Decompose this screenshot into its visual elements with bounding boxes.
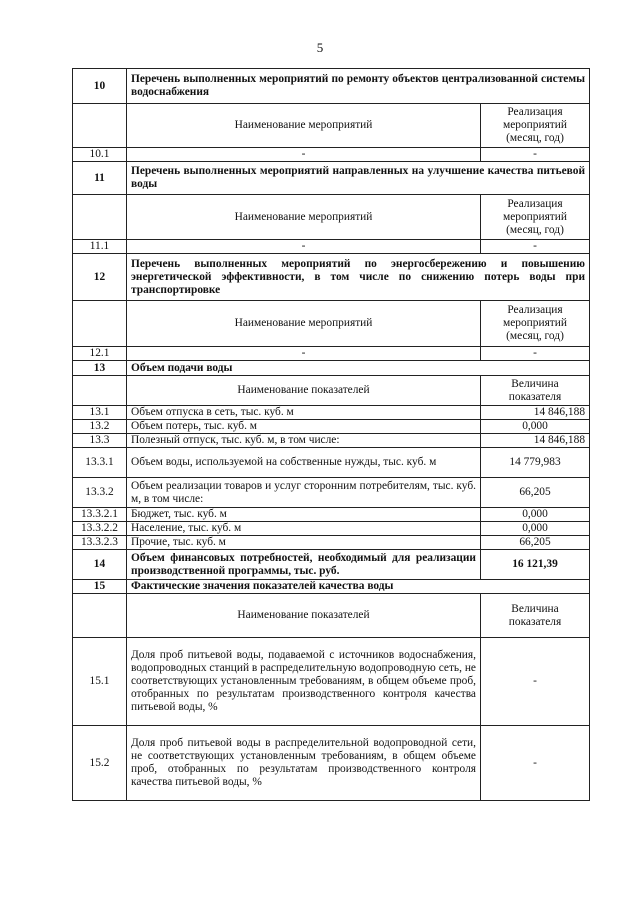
table-row (73, 536, 590, 550)
column-header-value: Величина показателя (481, 376, 590, 406)
row-number: 13.3.2 (73, 478, 127, 508)
row-number: 15.1 (73, 638, 127, 726)
row-value: 14 779,983 (481, 448, 590, 478)
section-number: 10 (73, 69, 127, 104)
column-header-value: Реализация мероприятий (месяц, год) (481, 104, 590, 148)
table-row (73, 148, 590, 162)
row-value: - (481, 347, 590, 361)
section-14-row (73, 550, 590, 580)
row-value: - (481, 148, 590, 162)
table-row (73, 508, 590, 522)
row-number: 13.3.1 (73, 448, 127, 478)
row-value: - (481, 240, 590, 254)
column-header-value: Реализация мероприятий (месяц, год) (481, 195, 590, 240)
row-name: - (127, 148, 481, 162)
table-row (73, 406, 590, 420)
table-row (73, 448, 590, 478)
row-value: 14 846,188 (481, 406, 590, 420)
section-title: Фактические значения показателей качества воды (127, 580, 590, 594)
section-11-header (73, 162, 590, 195)
row-name: Объем потерь, тыс. куб. м (127, 420, 481, 434)
section-title: Перечень выполненных мероприятий направленных на улучшение качества питьевой воды (127, 162, 590, 195)
row-number: 10.1 (73, 148, 127, 162)
row-number: 15.2 (73, 726, 127, 801)
row-value: 66,205 (481, 536, 590, 550)
page-number: 5 (316, 40, 324, 55)
section-13-header (73, 361, 590, 376)
column-header-name: Наименование показателей (127, 594, 481, 638)
row-number: 13.3 (73, 434, 127, 448)
row-name: Бюджет, тыс. куб. м (127, 508, 481, 522)
table-row (73, 420, 590, 434)
row-number: 13.3.2.3 (73, 536, 127, 550)
table-row (73, 478, 590, 508)
row-name: Объем реализации товаров и услуг сторонним потребителям, тыс. куб. м, в том числе: (127, 478, 481, 508)
row-name: Полезный отпуск, тыс. куб. м, в том числе: (127, 434, 481, 448)
row-number: 13.2 (73, 420, 127, 434)
section-title: Перечень выполненных мероприятий по энергосбережению и повышению энергетической эффективности, в том числе по снижению потерь воды при транспортировке (127, 254, 590, 301)
row-name: Прочие, тыс. куб. м (127, 536, 481, 550)
empty-cell (73, 104, 127, 148)
section-15-columns (73, 594, 590, 638)
empty-cell (73, 195, 127, 240)
row-number: 13.1 (73, 406, 127, 420)
row-number: 11.1 (73, 240, 127, 254)
row-name: Доля проб питьевой воды в распределительной водопроводной сети, не соответствующих установленным требованиям, в общем объеме проб, отобранных по результатам производственного контроля качества питьевой воды, % (127, 726, 481, 801)
row-name: Население, тыс. куб. м (127, 522, 481, 536)
table-row (73, 726, 590, 801)
row-number: 13.3.2.1 (73, 508, 127, 522)
section-13-columns (73, 376, 590, 406)
row-value: 0,000 (481, 522, 590, 536)
column-header-value: Реализация мероприятий (месяц, год) (481, 301, 590, 347)
row-value: 0,000 (481, 508, 590, 522)
section-title: Объем финансовых потребностей, необходимый для реализации производственной программы, тыс. руб. (127, 550, 481, 580)
section-10-header (73, 69, 590, 104)
section-number: 13 (73, 361, 127, 376)
section-number: 15 (73, 580, 127, 594)
empty-cell (73, 376, 127, 406)
row-number: 13.3.2.2 (73, 522, 127, 536)
section-number: 14 (73, 550, 127, 580)
section-title: Перечень выполненных мероприятий по ремонту объектов централизованной системы водоснабжения (127, 69, 590, 104)
row-value: 0,000 (481, 420, 590, 434)
empty-cell (73, 594, 127, 638)
section-11-columns (73, 195, 590, 240)
section-number: 11 (73, 162, 127, 195)
row-name: Доля проб питьевой воды, подаваемой с источников водоснабжения, водопроводных станций в распределительную водопроводную сеть, не соответствующих установленным требованиям, в общем объеме проб, отобранных по результатам производственного контроля качества питьевой воды, % (127, 638, 481, 726)
table-row (73, 347, 590, 361)
table-row (73, 240, 590, 254)
section-15-header (73, 580, 590, 594)
row-name: Объем отпуска в сеть, тыс. куб. м (127, 406, 481, 420)
row-value: - (481, 726, 590, 801)
row-value: 14 846,188 (481, 434, 590, 448)
row-number: 12.1 (73, 347, 127, 361)
column-header-name: Наименование мероприятий (127, 301, 481, 347)
column-header-name: Наименование мероприятий (127, 104, 481, 148)
row-value: - (481, 638, 590, 726)
row-name: Объем воды, используемой на собственные нужды, тыс. куб. м (127, 448, 481, 478)
table-row (73, 638, 590, 726)
section-12-header (73, 254, 590, 301)
table-row (73, 522, 590, 536)
table-row (73, 434, 590, 448)
section-value: 16 121,39 (481, 550, 590, 580)
section-number: 12 (73, 254, 127, 301)
section-10-columns (73, 104, 590, 148)
row-name: - (127, 347, 481, 361)
column-header-name: Наименование мероприятий (127, 195, 481, 240)
row-name: - (127, 240, 481, 254)
column-header-name: Наименование показателей (127, 376, 481, 406)
section-title: Объем подачи воды (127, 361, 590, 376)
column-header-value: Величина показателя (481, 594, 590, 638)
row-value: 66,205 (481, 478, 590, 508)
indicator-table (72, 68, 590, 801)
empty-cell (73, 301, 127, 347)
section-12-columns (73, 301, 590, 347)
